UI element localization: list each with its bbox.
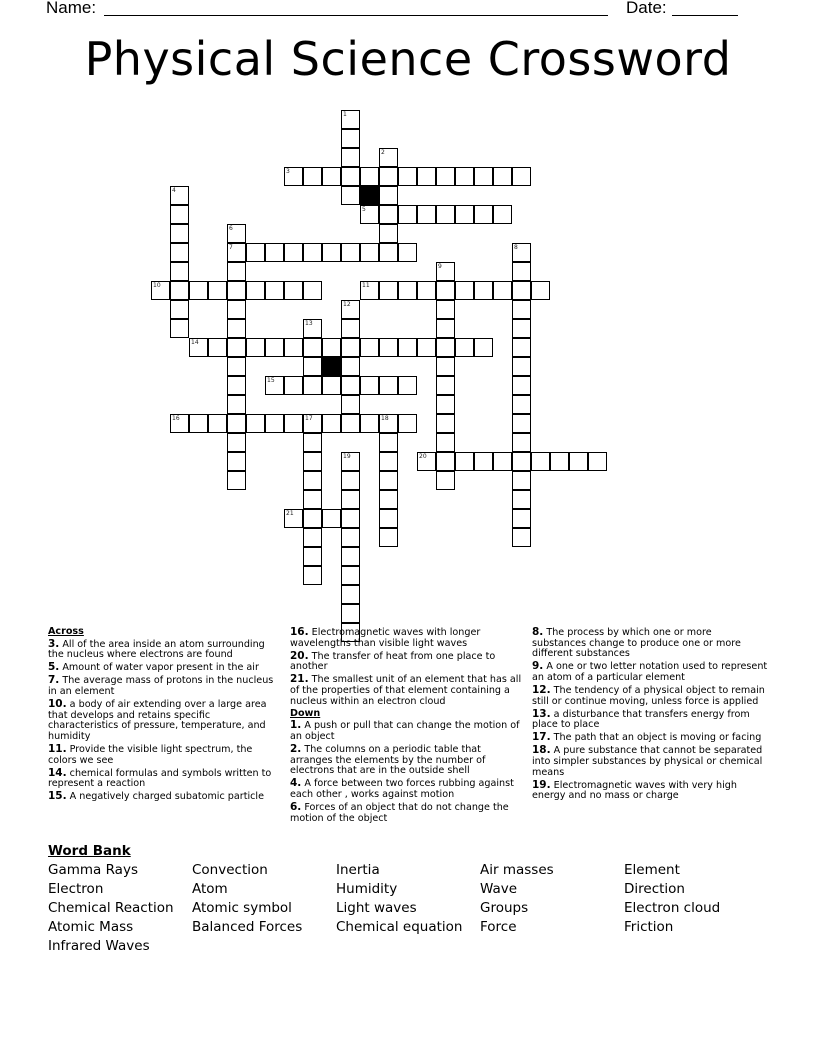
crossword-cell[interactable]	[341, 243, 360, 262]
crossword-cell[interactable]	[569, 452, 588, 471]
word-bank-item: Force	[480, 919, 517, 935]
crossword-cell[interactable]	[341, 547, 360, 566]
crossword-cell[interactable]	[398, 376, 417, 395]
crossword-cell[interactable]	[360, 376, 379, 395]
crossword-cell[interactable]	[474, 338, 493, 357]
crossword-cell[interactable]	[246, 281, 265, 300]
clue-number: 13	[305, 320, 313, 327]
crossword-cell[interactable]	[436, 452, 455, 471]
crossword-cell[interactable]	[265, 338, 284, 357]
crossword-cell[interactable]	[360, 414, 379, 433]
clues-column-3	[532, 627, 768, 803]
crossword-cell[interactable]	[227, 243, 246, 262]
crossword-cell[interactable]	[303, 357, 322, 376]
clue-number: 6	[229, 225, 233, 232]
crossword-cell[interactable]	[512, 452, 531, 471]
crossword-cell[interactable]	[474, 281, 493, 300]
crossword-cell[interactable]	[360, 167, 379, 186]
crossword-cell[interactable]	[341, 395, 360, 414]
crossword-cell[interactable]	[341, 566, 360, 585]
crossword-cell[interactable]	[398, 243, 417, 262]
crossword-cell[interactable]	[227, 319, 246, 338]
crossword-cell[interactable]	[493, 281, 512, 300]
crossword-cell[interactable]	[303, 338, 322, 357]
crossword-cell[interactable]	[455, 452, 474, 471]
crossword-cell[interactable]	[588, 452, 607, 471]
clue-number: 9	[438, 263, 442, 270]
clue-down-12: 12. The tendency of a physical object to remain still or continue moving, unless force is applied	[532, 683, 765, 707]
crossword-cell[interactable]	[379, 224, 398, 243]
crossword-cell[interactable]	[303, 243, 322, 262]
crossword-cell[interactable]	[379, 281, 398, 300]
crossword-cell[interactable]	[360, 243, 379, 262]
crossword-cell[interactable]	[284, 509, 303, 528]
clue-number: 17	[305, 415, 313, 422]
crossword-cell[interactable]	[493, 452, 512, 471]
crossword-cell[interactable]	[227, 281, 246, 300]
clue-across-16: 16. Electromagnetic waves with longer wavelengths than visible light waves	[290, 626, 481, 649]
clue-number: 21	[286, 510, 294, 517]
crossword-cell[interactable]	[227, 452, 246, 471]
crossword-cell[interactable]	[341, 129, 360, 148]
crossword-cell[interactable]	[379, 148, 398, 167]
crossword-cell[interactable]	[322, 338, 341, 357]
clue-down-8: 8. The process by which one or more substances change to produce one or more different substances	[532, 626, 741, 660]
word-bank-item: Atom	[192, 881, 228, 897]
crossword-cell[interactable]	[170, 414, 189, 433]
clue-across-11: 11. Provide the visible light spectrum, the colors we see	[48, 742, 253, 766]
crossword-cell[interactable]	[170, 319, 189, 338]
crossword-cell[interactable]	[227, 376, 246, 395]
word-bank-item: Wave	[480, 881, 518, 897]
crossword-cell[interactable]	[512, 395, 531, 414]
crossword-cell[interactable]	[455, 205, 474, 224]
crossword-cell[interactable]	[341, 186, 360, 205]
crossword-cell[interactable]	[341, 319, 360, 338]
crossword-cell[interactable]	[322, 509, 341, 528]
word-bank-title: Word Bank	[48, 843, 131, 859]
crossword-cell[interactable]	[455, 281, 474, 300]
word-bank-item: Inertia	[336, 862, 380, 878]
crossword-cell[interactable]	[436, 338, 455, 357]
clue-number: 16	[172, 415, 180, 422]
crossword-cell[interactable]	[265, 414, 284, 433]
crossword-cell[interactable]	[322, 376, 341, 395]
crossword-cell[interactable]	[322, 243, 341, 262]
crossword-cell[interactable]	[379, 414, 398, 433]
crossword-cell[interactable]	[189, 414, 208, 433]
crossword-cell[interactable]	[379, 452, 398, 471]
crossword-cell[interactable]	[360, 281, 379, 300]
crossword-cell[interactable]	[436, 205, 455, 224]
crossword-cell[interactable]	[227, 262, 246, 281]
clues-column-1	[48, 627, 282, 804]
clue-across-15: 15. A negatively charged subatomic particle	[48, 790, 264, 803]
crossword-cell[interactable]	[493, 167, 512, 186]
clue-down-19: 19. Electromagnetic waves with very high energy and no mass or charge	[532, 778, 737, 802]
clue-number: 1	[343, 111, 347, 118]
clue-down-2: 2. The columns on a periodic table that arranges the elements by the number of electrons that are in the outside shell	[290, 742, 486, 777]
crossword-cell[interactable]	[341, 452, 360, 471]
clue-across-20: 20. The transfer of heat from one place to another	[290, 649, 496, 673]
crossword-cell[interactable]	[379, 509, 398, 528]
crossword-cell[interactable]	[322, 414, 341, 433]
crossword-cell[interactable]	[550, 452, 569, 471]
crossword-cell[interactable]	[170, 300, 189, 319]
crossword-cell[interactable]	[303, 566, 322, 585]
word-bank	[48, 843, 788, 956]
crossword-cell[interactable]	[398, 414, 417, 433]
crossword-cell[interactable]	[227, 338, 246, 357]
crossword-cell[interactable]	[436, 167, 455, 186]
crossword-cell[interactable]	[284, 167, 303, 186]
clues-column-2	[290, 627, 526, 826]
clue-number: 14	[191, 339, 199, 346]
crossword-cell[interactable]	[379, 490, 398, 509]
crossword-cell[interactable]	[512, 490, 531, 509]
across-heading: Across	[48, 626, 84, 637]
word-bank-item: Convection	[192, 862, 268, 878]
word-bank-item: Electron cloud	[624, 900, 721, 916]
crossword-cell[interactable]	[303, 509, 322, 528]
crossword-cell[interactable]	[303, 452, 322, 471]
crossword-cell[interactable]	[341, 585, 360, 604]
crossword-cell[interactable]	[341, 167, 360, 186]
crossword-cell[interactable]	[227, 395, 246, 414]
crossword-cell[interactable]	[341, 300, 360, 319]
crossword-cell[interactable]	[379, 338, 398, 357]
clue-number: 2	[381, 149, 385, 156]
clue-down-17: 17. The path that an object is moving or facing	[532, 731, 762, 744]
crossword-cell[interactable]	[303, 319, 322, 338]
word-bank-item: Air masses	[480, 862, 554, 878]
crossword-cell[interactable]	[284, 376, 303, 395]
crossword-cell[interactable]	[284, 281, 303, 300]
crossword-cell[interactable]	[341, 471, 360, 490]
crossword-cell[interactable]	[512, 357, 531, 376]
crossword-cell[interactable]	[398, 281, 417, 300]
crossword-cell[interactable]	[436, 300, 455, 319]
crossword-cell[interactable]	[341, 338, 360, 357]
crossword-cell[interactable]	[379, 186, 398, 205]
crossword-cell[interactable]	[436, 395, 455, 414]
clue-number: 11	[362, 282, 370, 289]
clue-number: 8	[514, 244, 518, 251]
clue-number: 5	[362, 206, 366, 213]
crossword-cell[interactable]	[360, 205, 379, 224]
crossword-cell[interactable]	[227, 224, 246, 243]
crossword-cell[interactable]	[303, 281, 322, 300]
crossword-cell[interactable]	[189, 281, 208, 300]
clue-down-13: 13. a disturbance that transfers energy from place to place	[532, 707, 750, 731]
crossword-cell[interactable]	[398, 338, 417, 357]
word-bank-item: Chemical Reaction	[48, 900, 174, 916]
down-heading: Down	[290, 707, 321, 719]
clue-down-6: 6. Forces of an object that do not change the motion of the object	[290, 800, 509, 824]
crossword-cell[interactable]	[531, 452, 550, 471]
crossword-cell[interactable]	[246, 338, 265, 357]
crossword-cell[interactable]	[284, 243, 303, 262]
word-bank-item: Infrared Waves	[48, 938, 150, 954]
crossword-cell[interactable]	[436, 319, 455, 338]
crossword-cell[interactable]	[246, 243, 265, 262]
crossword-cell[interactable]	[151, 281, 170, 300]
crossword-cell[interactable]	[341, 490, 360, 509]
clue-number: 18	[381, 415, 389, 422]
clue-across-10: 10. a body of air extending over a large area that develops and retains specific characteristics of pressure, temperature, and humidity	[48, 698, 267, 742]
crossword-cell[interactable]	[265, 281, 284, 300]
crossword-cell[interactable]	[493, 205, 512, 224]
crossword-cell[interactable]	[379, 205, 398, 224]
black-square	[322, 357, 341, 376]
clue-down-1: 1. A push or pull that can change the motion of an object	[290, 719, 520, 742]
crossword-cell[interactable]	[265, 376, 284, 395]
word-bank-item: Light waves	[336, 900, 417, 916]
crossword-cell[interactable]	[303, 547, 322, 566]
clue-down-9: 9. A one or two letter notation used to represent an atom of a particular element	[532, 660, 768, 683]
crossword-cell[interactable]	[436, 262, 455, 281]
crossword-cell[interactable]	[170, 243, 189, 262]
clue-number: 15	[267, 377, 275, 384]
crossword-cell[interactable]	[512, 300, 531, 319]
clue-number: 7	[229, 244, 233, 251]
word-bank-item: Element	[624, 862, 680, 878]
crossword-cell[interactable]	[341, 148, 360, 167]
word-bank-item: Electron	[48, 881, 104, 897]
crossword-cell[interactable]	[512, 471, 531, 490]
crossword-cell[interactable]	[512, 281, 531, 300]
crossword-cell[interactable]	[512, 376, 531, 395]
crossword-cell[interactable]	[379, 471, 398, 490]
crossword-cell[interactable]	[322, 167, 341, 186]
crossword-cell[interactable]	[398, 167, 417, 186]
clue-number: 12	[343, 301, 351, 308]
clue-down-18: 18. A pure substance that cannot be separated into simpler substances by physical or chemical means	[532, 744, 763, 778]
clue-across-5: 5. Amount of water vapor present in the air	[48, 661, 259, 674]
crossword-cell[interactable]	[379, 243, 398, 262]
crossword-cell[interactable]	[455, 167, 474, 186]
page-title: Physical Science Crossword	[84, 32, 732, 86]
crossword-cell[interactable]	[303, 433, 322, 452]
crossword-cell[interactable]	[379, 433, 398, 452]
crossword-cell[interactable]	[303, 528, 322, 547]
crossword-cell[interactable]	[265, 243, 284, 262]
crossword-cell[interactable]	[208, 338, 227, 357]
crossword-cell[interactable]	[170, 186, 189, 205]
clue-number: 19	[343, 453, 351, 460]
crossword-cell[interactable]	[303, 471, 322, 490]
word-bank-item: Gamma Rays	[48, 862, 138, 878]
word-bank-item: Chemical equation	[336, 919, 463, 935]
name-label: Name:	[46, 0, 97, 17]
crossword-cell[interactable]	[227, 471, 246, 490]
word-bank-item: Atomic symbol	[192, 900, 292, 916]
crossword-cell[interactable]	[512, 167, 531, 186]
crossword-cell[interactable]	[455, 338, 474, 357]
crossword-cell[interactable]	[170, 224, 189, 243]
crossword-cell[interactable]	[417, 205, 436, 224]
crossword-cell[interactable]	[417, 281, 436, 300]
word-bank-item: Atomic Mass	[48, 919, 134, 935]
crossword-cell[interactable]	[341, 604, 360, 623]
crossword-cell[interactable]	[512, 433, 531, 452]
crossword-cell[interactable]	[303, 167, 322, 186]
crossword-cell[interactable]	[436, 281, 455, 300]
crossword-cell[interactable]	[208, 414, 227, 433]
crossword-cell[interactable]	[208, 281, 227, 300]
clue-number: 4	[172, 187, 176, 194]
crossword-cell[interactable]	[436, 357, 455, 376]
crossword-cell[interactable]	[303, 490, 322, 509]
crossword-cell[interactable]	[512, 262, 531, 281]
clue-across-3: 3. All of the area inside an atom surrounding the nucleus where electrons are found	[48, 637, 265, 661]
crossword-cell[interactable]	[512, 528, 531, 547]
date-label: Date:	[626, 0, 667, 17]
crossword-cell[interactable]	[436, 471, 455, 490]
crossword-cell[interactable]	[303, 376, 322, 395]
crossword-cell[interactable]	[341, 357, 360, 376]
crossword-cell[interactable]	[398, 205, 417, 224]
crossword-cell[interactable]	[170, 262, 189, 281]
word-bank-item: Balanced Forces	[192, 919, 303, 935]
crossword-cell[interactable]	[227, 300, 246, 319]
clue-across-14: 14. chemical formulas and symbols written to represent a reaction	[48, 766, 272, 790]
crossword-cell[interactable]	[379, 528, 398, 547]
crossword-cell[interactable]	[379, 376, 398, 395]
word-bank-item: Friction	[624, 919, 674, 935]
crossword-cell[interactable]	[417, 338, 436, 357]
crossword-cell[interactable]	[379, 167, 398, 186]
clue-number: 20	[419, 453, 427, 460]
crossword-cell[interactable]	[341, 509, 360, 528]
crossword-cell[interactable]	[284, 338, 303, 357]
crossword-cell[interactable]	[474, 452, 493, 471]
crossword-cell[interactable]	[170, 281, 189, 300]
clue-down-4: 4. A force between two forces rubbing against each other , works against motion	[290, 777, 514, 800]
crossword-cell[interactable]	[227, 414, 246, 433]
crossword-cell[interactable]	[341, 110, 360, 129]
crossword-cell[interactable]	[531, 281, 550, 300]
crossword-cell[interactable]	[417, 452, 436, 471]
crossword-cell[interactable]	[474, 167, 493, 186]
crossword-cell[interactable]	[227, 433, 246, 452]
crossword-cell[interactable]	[512, 319, 531, 338]
crossword-cell[interactable]	[246, 414, 265, 433]
word-bank-list	[48, 861, 788, 956]
crossword-cell[interactable]	[436, 414, 455, 433]
crossword-cell[interactable]	[417, 167, 436, 186]
crossword-cell[interactable]	[170, 205, 189, 224]
crossword-cell[interactable]	[474, 205, 493, 224]
crossword-cell[interactable]	[284, 414, 303, 433]
crossword-cell[interactable]	[303, 414, 322, 433]
crossword-cell[interactable]	[360, 338, 379, 357]
black-square	[360, 186, 379, 205]
word-bank-item: Groups	[480, 900, 529, 916]
clue-number: 3	[286, 168, 290, 175]
crossword-cell[interactable]	[436, 433, 455, 452]
crossword-cell[interactable]	[189, 338, 208, 357]
crossword-cell[interactable]	[512, 414, 531, 433]
crossword-cell[interactable]	[341, 376, 360, 395]
crossword-cell[interactable]	[512, 509, 531, 528]
crossword-cell[interactable]	[341, 528, 360, 547]
crossword-cell[interactable]	[436, 376, 455, 395]
word-bank-item: Direction	[624, 881, 685, 897]
clue-across-21: 21. The smallest unit of an element that has all of the properties of that element containing a nucleus within an electron cloud	[290, 673, 522, 707]
crossword-cell[interactable]	[227, 357, 246, 376]
clue-across-7: 7. The average mass of protons in the nucleus in an element	[48, 674, 274, 697]
crossword-cell[interactable]	[512, 338, 531, 357]
crossword-cell[interactable]	[341, 414, 360, 433]
clue-number: 10	[153, 282, 161, 289]
word-bank-item: Humidity	[336, 881, 398, 897]
crossword-cell[interactable]	[512, 243, 531, 262]
